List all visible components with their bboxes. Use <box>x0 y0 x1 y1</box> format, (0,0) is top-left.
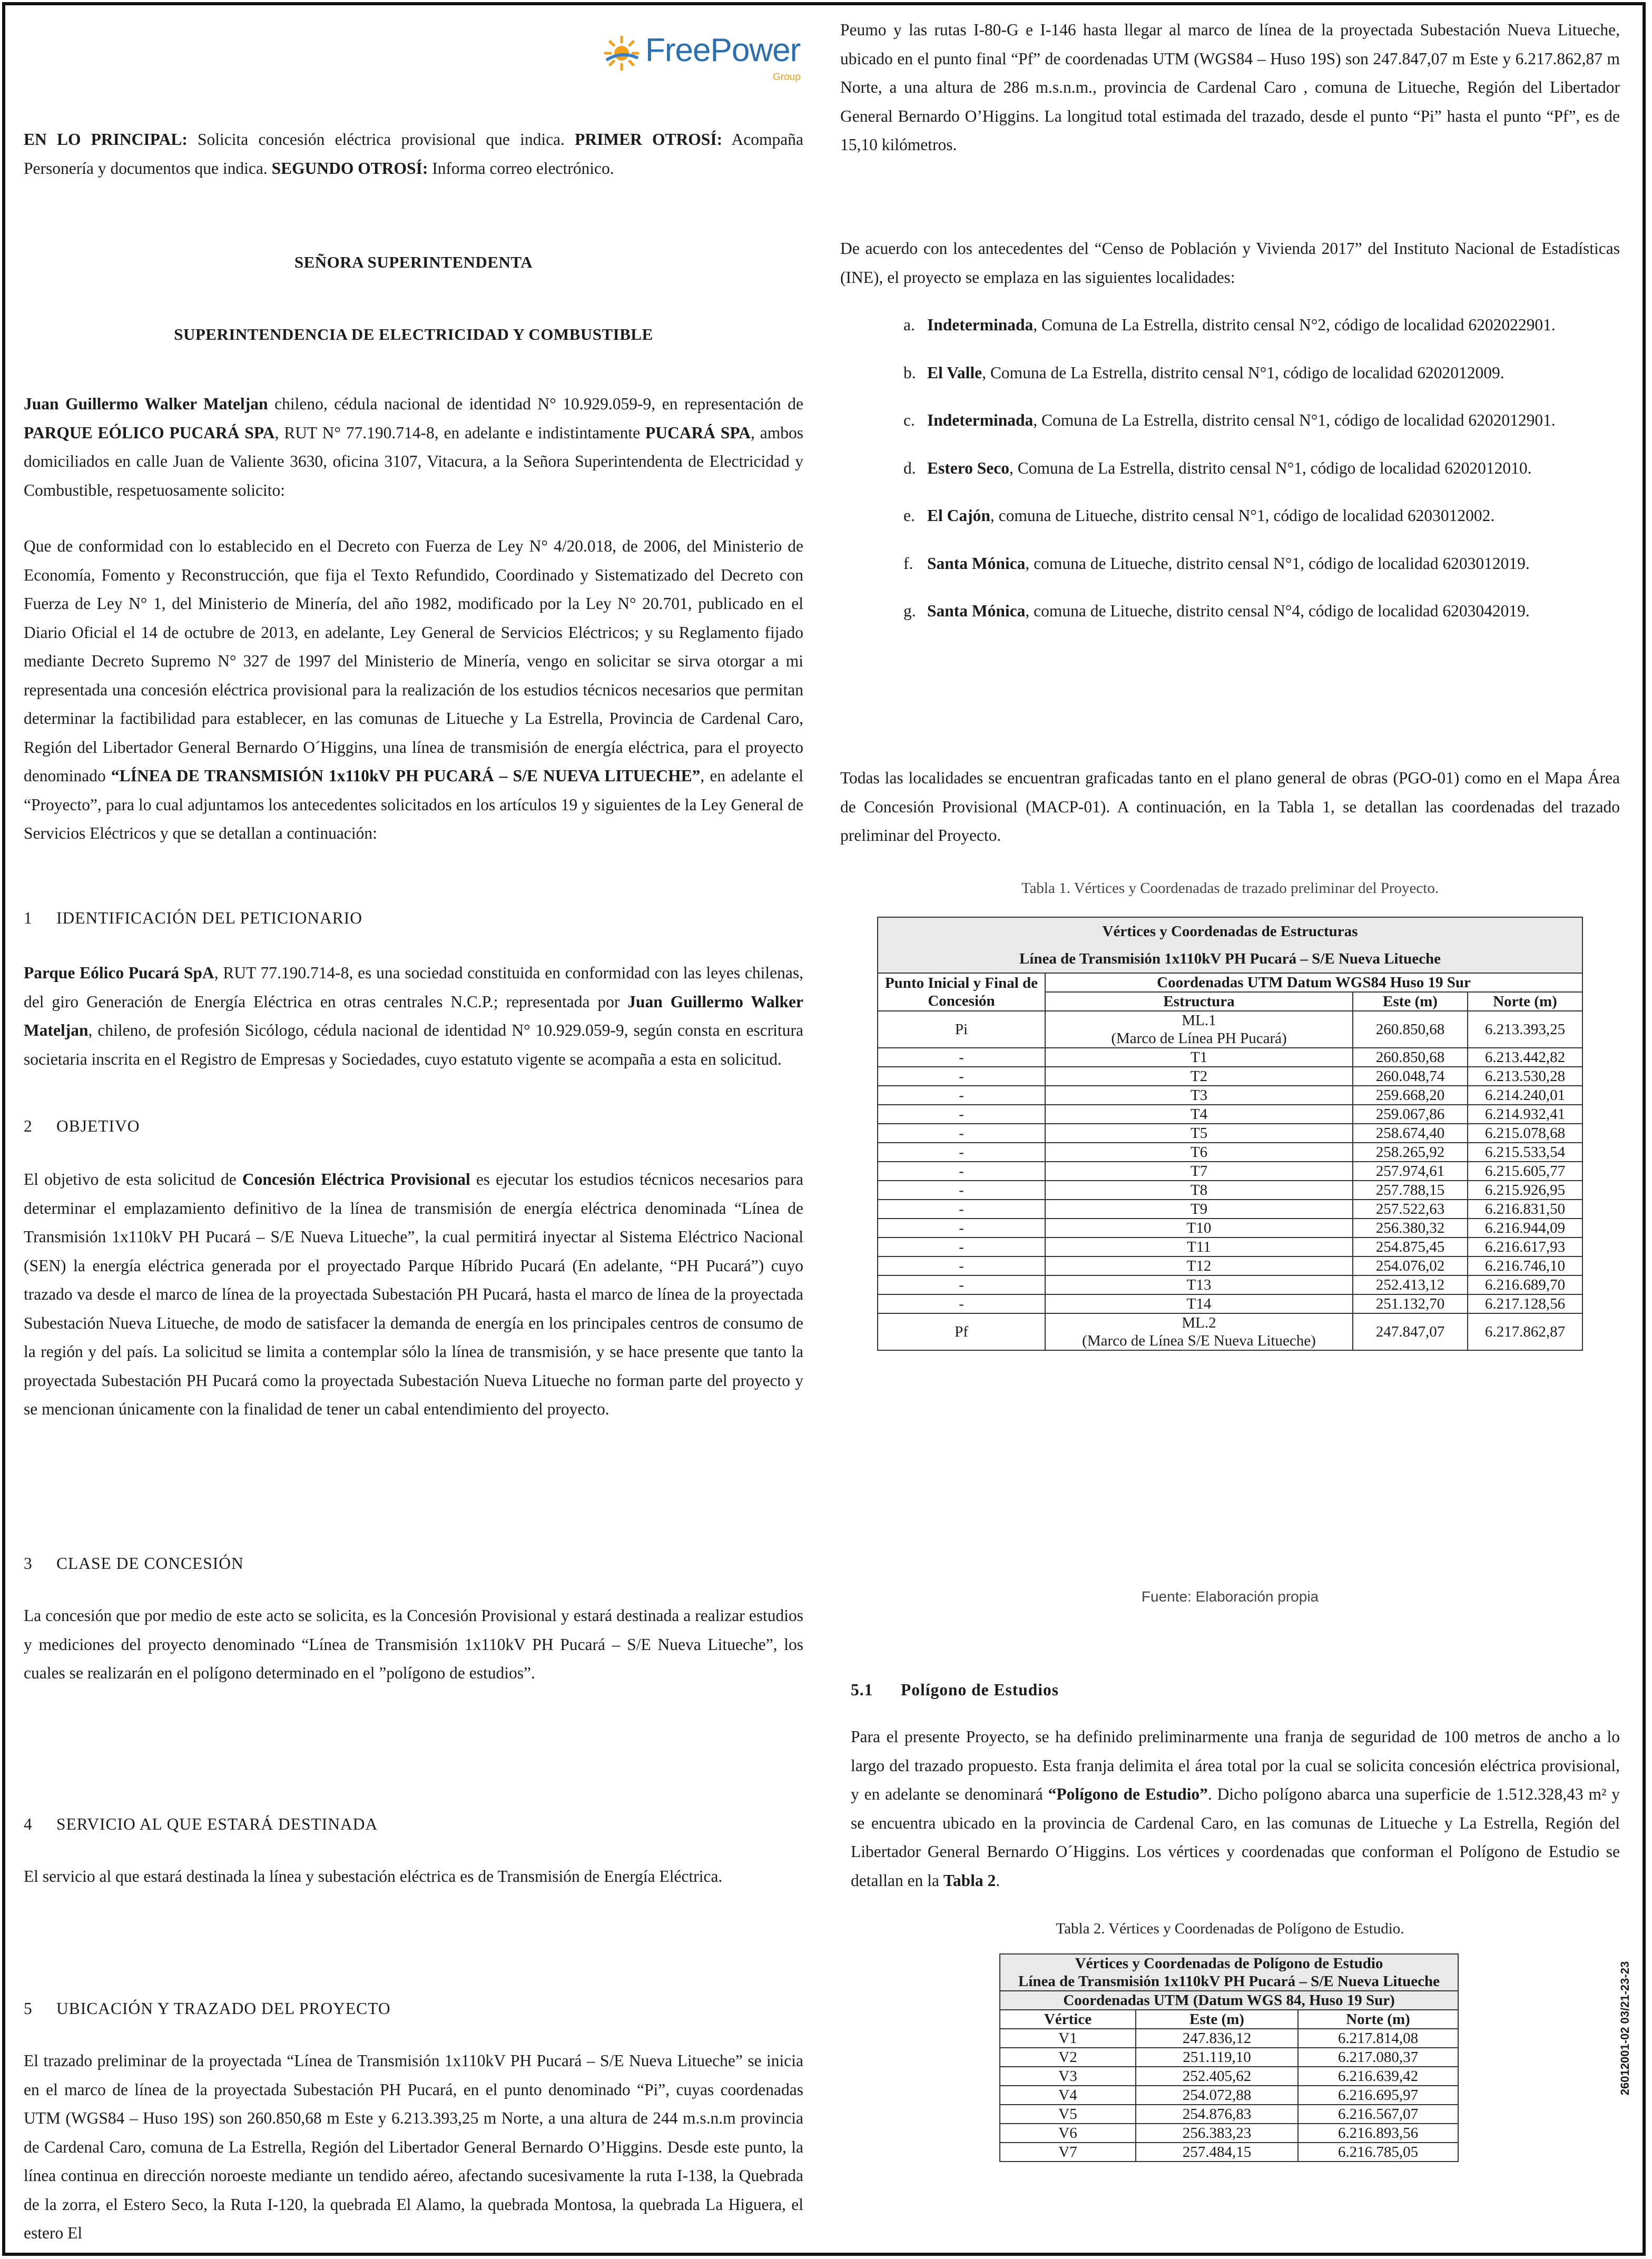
list-letter: a. <box>903 316 915 334</box>
cell-estructura <box>1045 1011 1353 1048</box>
table-row <box>878 1048 1582 1067</box>
cell-estructura: T14 <box>1045 1294 1353 1313</box>
table-1-body <box>878 1011 1582 1350</box>
section-2-heading <box>24 1117 140 1136</box>
cell-norte: 6.216.639,42 <box>1298 2067 1458 2086</box>
localidad-text: , Comuna de La Estrella, distrito censal N°2, código de localidad 6202022901. <box>1033 316 1556 334</box>
cell-este: 260.850,68 <box>1353 1048 1468 1067</box>
localidad-text: , Comuna de La Estrella, distrito censal N°1, código de localidad 6202012010. <box>1009 458 1532 477</box>
intro-text-segundo: Informa correo electrónico. <box>428 159 614 178</box>
table-2-caption: Tabla 2. Vértices y Coordenadas de Polígono de Estudio. <box>1056 1920 1404 1937</box>
section-4-heading <box>24 1815 378 1834</box>
cell-norte: 6.216.617,93 <box>1468 1237 1582 1256</box>
intro-label-primer: PRIMER OTROSÍ: <box>575 130 723 149</box>
cell-punto: - <box>878 1237 1045 1256</box>
logo-group: Group <box>773 72 801 83</box>
cell-este: 257.788,15 <box>1353 1181 1468 1200</box>
cell-este: 251.132,70 <box>1353 1294 1468 1313</box>
localidades-list <box>840 311 1620 626</box>
table-row <box>878 1143 1582 1162</box>
cell-norte: 6.216.893,56 <box>1298 2124 1458 2143</box>
cell-estructura: T5 <box>1045 1124 1353 1143</box>
stamp-text: 26012001-02 03/21-23-23 <box>1618 1961 1631 2096</box>
list-letter: f. <box>903 554 913 573</box>
table-1-title-2: Línea de Transmisión 1x110kV PH Pucará – S/E Nueva Litueche <box>1019 950 1441 967</box>
table-1-caption: Tabla 1. Vértices y Coordenadas de trazado preliminar del Proyecto. <box>1021 880 1439 897</box>
cell-punto: - <box>878 1105 1045 1124</box>
section-1-heading <box>24 909 362 928</box>
col-vertice: Vértice <box>1000 2010 1136 2029</box>
list-letter: b. <box>903 363 916 382</box>
col-norte-2: Norte (m) <box>1298 2010 1458 2029</box>
cell-este: 252.405,62 <box>1136 2067 1298 2086</box>
s2-text-b: es ejecutar los estudios técnicos necesarios para determinar el emplazamiento definitivo de la línea de transmisión de energía eléctrica denominada “Línea de Transmisión 1x110kV PH Pucará – S/E Nueva Litueche”, la cual permitirá inyectar al Sistema Eléctrico Nacional (SEN) la energía eléctrica generada por el proyectado Parque Híbrido Pucará (En adelante, “PH Pucará”) cuyo trazado va desde el marco de línea de la proyectada Subestación PH Pucará, hasta el marco de línea de la proyectada Subestación Nueva Litueche, de modo de satisfacer la demanda de energía en los principales centros de consumo de la región y del país. La solicitud se limita a contemplar sólo la línea de transmisión, y se hace presente que tanto la proyectada Subestación PH Pucará como la proyectada Subestación Nueva Litueche no forman parte del proyecto y se mencionan únicamente con la finalidad de tener un cabal entendimiento del proyecto. <box>24 1170 804 1418</box>
localidad-name: Estero Seco <box>927 458 1010 477</box>
cell-punto: - <box>878 1048 1045 1067</box>
cell-norte: 6.215.926,95 <box>1468 1181 1582 1200</box>
cell-punto: - <box>878 1200 1045 1219</box>
list-letter: d. <box>903 458 916 477</box>
cell-este: 252.413,12 <box>1353 1275 1468 1294</box>
cell-este: 247.847,07 <box>1353 1313 1468 1350</box>
section-2-body <box>24 1165 803 1424</box>
list-letter: g. <box>903 602 916 620</box>
cell-este: 260.048,74 <box>1353 1067 1468 1086</box>
table-row <box>1000 2105 1458 2124</box>
office-title: SUPERINTENDENCIA DE ELECTRICIDAD Y COMBUSTIBLE <box>174 325 653 343</box>
cell-norte: 6.216.695,97 <box>1298 2086 1458 2105</box>
table-2-title-2: Línea de Transmisión 1x110kV PH Pucará – S/E Nueva Litueche <box>1018 1973 1440 1990</box>
table-2-body <box>1000 2029 1458 2162</box>
cell-punto: - <box>878 1294 1045 1313</box>
cell-punto: - <box>878 1162 1045 1181</box>
cell-punto: - <box>878 1124 1045 1143</box>
structure-description: (Marco de Línea S/E Nueva Litueche) <box>1082 1332 1316 1349</box>
salutation: SEÑORA SUPERINTENDENTA <box>294 253 533 271</box>
cell-norte: 6.215.605,77 <box>1468 1162 1582 1181</box>
table-row <box>878 1275 1582 1294</box>
localidad-name: El Cajón <box>927 506 990 525</box>
section-1-title: IDENTIFICACIÓN DEL PETICIONARIO <box>56 909 363 927</box>
cell-vertice: V5 <box>1000 2105 1136 2124</box>
petitioner-text-c: , ambos domiciliados en calle Juan de Valiente 3630, oficina 3107, Vitacura, a la Señora Superintendenta de Electricidad y Combustible, respetuosamente solicito: <box>24 423 803 499</box>
table-row <box>878 1067 1582 1086</box>
cell-punto: - <box>878 1067 1045 1086</box>
table-row <box>878 1086 1582 1105</box>
cell-estructura: T4 <box>1045 1105 1353 1124</box>
cell-norte: 6.217.128,56 <box>1468 1294 1582 1313</box>
localidad-text: , Comuna de La Estrella, distrito censal N°1, código de localidad 6202012901. <box>1033 411 1556 429</box>
cell-vertice: V6 <box>1000 2124 1136 2143</box>
s51-text-c: . <box>996 1871 1000 1890</box>
intro-text-primer: Acompaña Personería y documentos que indica. <box>24 130 803 178</box>
localidad-name: El Valle <box>927 363 982 382</box>
cell-punto: - <box>878 1086 1045 1105</box>
intro-block <box>24 125 803 183</box>
section-3-number: 3 <box>24 1554 33 1573</box>
table-row <box>878 1162 1582 1181</box>
list-item <box>840 359 1620 388</box>
intro-label-segundo: SEGUNDO OTROSÍ: <box>271 159 428 178</box>
structure-code: ML.2 <box>1182 1314 1216 1331</box>
section-51-title: Polígono de Estudios <box>901 1681 1059 1699</box>
table-row <box>878 1200 1582 1219</box>
logo-brand: FreePower <box>645 32 801 68</box>
s51-bold: “Polígono de Estudio” <box>1048 1785 1208 1803</box>
censo-paragraph: De acuerdo con los antecedentes del “Censo de Población y Vivienda 2017” del Instituto Nacional de Estadísticas (INE), el proyecto se emplaza en las siguientes localidades: <box>840 239 1620 287</box>
section-1-body <box>24 959 803 1074</box>
cell-norte: 6.214.240,01 <box>1468 1086 1582 1105</box>
company-name: PARQUE EÓLICO PUCARÁ SPA <box>24 423 275 442</box>
table-1-source: Fuente: Elaboración propia <box>1141 1588 1319 1605</box>
cell-estructura: T1 <box>1045 1048 1353 1067</box>
cell-vertice: V1 <box>1000 2029 1136 2048</box>
cell-norte: 6.216.785,05 <box>1298 2143 1458 2162</box>
cell-norte: 6.213.393,25 <box>1468 1011 1582 1048</box>
list-item <box>840 549 1620 578</box>
section-51-number: 5.1 <box>851 1681 873 1699</box>
sun-logo-icon <box>603 35 640 72</box>
cell-norte: 6.216.831,50 <box>1468 1200 1582 1219</box>
cell-este: 257.974,61 <box>1353 1162 1468 1181</box>
cell-este: 258.674,40 <box>1353 1124 1468 1143</box>
table-2-title <box>1000 1954 1458 1991</box>
s2-text-a: El objetivo de esta solicitud de <box>24 1170 242 1189</box>
cell-estructura: T11 <box>1045 1237 1353 1256</box>
table-row <box>1000 2048 1458 2067</box>
localidad-text: , comuna de Litueche, distrito censal N°1, código de localidad 6203012019. <box>1025 554 1530 573</box>
cell-este: 254.875,45 <box>1353 1237 1468 1256</box>
cell-este: 256.380,32 <box>1353 1219 1468 1237</box>
section-5-heading <box>24 1999 391 2018</box>
cell-punto: - <box>878 1275 1045 1294</box>
localidad-name: Santa Mónica <box>927 602 1026 620</box>
cell-este: 254.076,02 <box>1353 1256 1468 1275</box>
cell-estructura: T6 <box>1045 1143 1353 1162</box>
cell-norte: 6.215.533,54 <box>1468 1143 1582 1162</box>
table-row <box>878 1219 1582 1237</box>
cell-estructura: T8 <box>1045 1181 1353 1200</box>
localidad-text: , comuna de Litueche, distrito censal N°1, código de localidad 6203012002. <box>990 506 1495 525</box>
cell-este: 259.067,86 <box>1353 1105 1468 1124</box>
list-letter: c. <box>903 411 915 429</box>
table-row <box>878 1294 1582 1313</box>
cell-punto: Pi <box>878 1011 1045 1048</box>
project-name: “LÍNEA DE TRANSMISIÓN 1x110kV PH PUCARÁ – S/E NUEVA LITUECHE” <box>111 767 701 785</box>
table-2 <box>999 1953 1459 2162</box>
intro-label-principal: EN LO PRINCIPAL: <box>24 130 188 149</box>
section-3-body: La concesión que por medio de este acto se solicita, es la Concesión Provisional y estará destinada a realizar estudios y mediciones del proyecto denominado “Línea de Transmisión 1x110kV PH Pucará – S/E Nueva Litueche”, los cuales se realizarán en el polígono determinado en el ”polígono de estudios”. <box>24 1606 803 1682</box>
petitioner-text-a: chileno, cédula nacional de identidad N° 10.929.059-9, en representación de <box>268 395 803 413</box>
legal-text-b: , en adelante el “Proyecto”, para lo cual adjuntamos los antecedentes solicitados en los artículos 19 y siguientes de la Ley General de Servicios Eléctricos y que se detallan a continuación: <box>24 767 803 842</box>
list-item <box>840 406 1620 435</box>
intro-text-principal: Solicita concesión eléctrica provisional que indica. <box>187 130 575 149</box>
cell-vertice: V2 <box>1000 2048 1136 2067</box>
table-row <box>878 1011 1582 1048</box>
cell-norte: 6.216.944,09 <box>1468 1219 1582 1237</box>
s51-text-b: . Dicho polígono abarca una superficie de 1.512.328,43 m² y se encuentra ubicado en la provincia de Cardenal Caro, en las comunas de Litueche y La Estrella, Región del Libertador General Bernardo O´Higgins. Los vértices y coordenadas que conforman el Polígono de Estudio se detallan en la <box>851 1785 1620 1890</box>
cell-vertice: V7 <box>1000 2143 1136 2162</box>
col-coord: Coordenadas UTM Datum WGS84 Huso 19 Sur <box>1045 973 1582 992</box>
petitioner-name: Juan Guillermo Walker Mateljan <box>24 395 268 413</box>
cell-este: 259.668,20 <box>1353 1086 1468 1105</box>
table-2-subtitle: Coordenadas UTM (Datum WGS 84, Huso 19 Sur) <box>1000 1991 1458 2010</box>
section-5-title: UBICACIÓN Y TRAZADO DEL PROYECTO <box>56 1999 391 2018</box>
cell-punto: - <box>878 1219 1045 1237</box>
cell-norte: 6.217.814,08 <box>1298 2029 1458 2048</box>
route-continuation: Peumo y las rutas I-80-G e I-146 hasta llegar al marco de línea de la proyectada Subestación Nueva Litueche, ubicado en el punto final “Pf” de coordenadas UTM (WGS84 – Huso 19S) son 247.847,07 m Este y 6.217.862,87 m Norte, a una altura de 286 m.s.n.m., provincia de Cardenal Caro , comuna de Litueche, Región del Libertador General Bernardo O’Higgins. La longitud total estimada del trazado, desde el punto “Pi” hasta el punto “Pf”, es de 15,10 kilómetros. <box>840 21 1620 154</box>
table-1-title-1: Vértices y Coordenadas de Estructuras <box>1102 923 1358 940</box>
cell-estructura <box>1045 1313 1353 1350</box>
list-item <box>840 454 1620 483</box>
section-4-body: El servicio al que estará destinada la línea y subestación eléctrica es de Transmisión de Energía Eléctrica. <box>24 1867 723 1885</box>
localidad-name: Indeterminada <box>927 411 1034 429</box>
s2-bold: Concesión Eléctrica Provisional <box>242 1170 470 1189</box>
table-row <box>878 1181 1582 1200</box>
s1-text-b: , chileno, de profesión Sicólogo, cédula nacional de identidad N° 10.929.059-9, según consta en escritura societaria inscrita en el Registro de Empresas y Sociedades, cuyo estatuto vigente se acompaña a esta en solicitud. <box>24 1021 803 1068</box>
structure-code: ML.1 <box>1182 1012 1216 1029</box>
table-2-title-1: Vértices y Coordenadas de Polígono de Estudio <box>1075 1955 1383 1972</box>
cell-este: 260.850,68 <box>1353 1011 1468 1048</box>
section-51-heading <box>851 1681 1059 1700</box>
col-norte: Norte (m) <box>1468 992 1582 1011</box>
list-item <box>840 311 1620 340</box>
s51-bold-2: Tabla 2 <box>943 1871 996 1890</box>
legal-text-a: Que de conformidad con lo establecido en el Decreto con Fuerza de Ley N° 4/20.018, de 2006, del Ministerio de Economía, Fomento y Reconstrucción, que fija el Texto Refundido, Coordinado y Sistematizado del Decreto con Fuerza de Ley N° 1, del Ministerio de Minería, del año 1982, modificado por la Ley N° 20.701, publicado en el Diario Oficial el 14 de octubre de 2013, en adelante, Ley General de Servicios Eléctricos; y su Reglamento fijado mediante Decreto Supremo N° 327 de 1997 del Ministerio de Minería, vengo en solicitar se sirva otorgar a mi representada una concesión eléctrica provisional para la realización de los estudios técnicos necesarios que permitan determinar la factibilidad para establecer, en las comunas de Litueche y La Estrella, Provincia de Cardenal Caro, Región del Libertador General Bernardo O´Higgins, una línea de transmisión de energía eléctrica, para el proyecto denominado <box>24 537 803 785</box>
petitioner-text-b: , RUT N° 77.190.714-8, en adelante e indistintamente <box>274 423 645 442</box>
cell-estructura: T12 <box>1045 1256 1353 1275</box>
todas-paragraph: Todas las localidades se encuentran graficadas tanto en el plano general de obras (PGO-01) como en el Mapa Área de Concesión Provisional (MACP-01). A continuación, en la Tabla 1, se detallan las coordenadas del trazado preliminar del Proyecto. <box>840 769 1620 844</box>
s1-company: Parque Eólico Pucará SpA <box>24 964 214 982</box>
table-row <box>878 1105 1582 1124</box>
cell-norte: 6.213.530,28 <box>1468 1067 1582 1086</box>
table-row <box>878 1256 1582 1275</box>
cell-este: 257.522,63 <box>1353 1200 1468 1219</box>
table-row <box>1000 2086 1458 2105</box>
col-este: Este (m) <box>1353 992 1468 1011</box>
section-4-title: SERVICIO AL QUE ESTARÁ DESTINADA <box>56 1815 378 1833</box>
list-item <box>840 502 1620 531</box>
document-stamp <box>1618 1949 1639 2107</box>
section-5-number: 5 <box>24 1999 33 2018</box>
cell-este: 258.265,92 <box>1353 1143 1468 1162</box>
cell-punto: - <box>878 1143 1045 1162</box>
table-1 <box>877 917 1583 1351</box>
cell-estructura: T13 <box>1045 1275 1353 1294</box>
s51-text-a: Para el presente Proyecto, se ha definido preliminarmente una franja de seguridad de 100 metros de ancho a lo largo del trazado propuesto. Esta franja delimita el área total por la cual se solicita concesión eléctrica provisional, y en adelante se denominará <box>851 1727 1620 1803</box>
localidad-name: Santa Mónica <box>927 554 1026 573</box>
cell-punto: Pf <box>878 1313 1045 1350</box>
table-row <box>1000 2143 1458 2162</box>
section-5-body: El trazado preliminar de la proyectada “Línea de Transmisión 1x110kV PH Pucará – S/E Nueva Litueche” se inicia en el marco de línea de la proyectada Subestación PH Pucará, en el punto denominado “Pi”, cuyas coordenadas UTM (WGS84 – Huso 19S) son 260.850,68 m Este y 6.213.393,25 m Norte, a una altura de 244 m.s.n.m provincia de Cardenal Caro, comuna de La Estrella, Región del Libertador General Bernardo O’Higgins. Desde este punto, la línea continua en dirección noroeste mediante un tendido aéreo, afectando sucesivamente la ruta I-138, la Quebrada de la zorra, el Estero Seco, la Ruta I-120, la quebrada El Alamo, la quebrada Montosa, la quebrada La Higuera, el estero El <box>24 2051 803 2242</box>
cell-este: 251.119,10 <box>1136 2048 1298 2067</box>
cell-norte: 6.213.442,82 <box>1468 1048 1582 1067</box>
cell-norte: 6.217.080,37 <box>1298 2048 1458 2067</box>
cell-norte: 6.216.746,10 <box>1468 1256 1582 1275</box>
cell-este: 257.484,15 <box>1136 2143 1298 2162</box>
table-row <box>878 1237 1582 1256</box>
table-row <box>878 1124 1582 1143</box>
table-row <box>878 1313 1582 1350</box>
cell-norte: 6.214.932,41 <box>1468 1105 1582 1124</box>
cell-estructura: T10 <box>1045 1219 1353 1237</box>
localidad-name: Indeterminada <box>927 316 1034 334</box>
col-este-2: Este (m) <box>1136 2010 1298 2029</box>
cell-norte: 6.217.862,87 <box>1468 1313 1582 1350</box>
section-1-number: 1 <box>24 909 33 927</box>
cell-norte: 6.215.078,68 <box>1468 1124 1582 1143</box>
table-row <box>1000 2029 1458 2048</box>
localidad-text: , comuna de Litueche, distrito censal N°4, código de localidad 6203042019. <box>1025 602 1530 620</box>
section-51-body <box>851 1723 1620 1895</box>
localidad-text: , Comuna de La Estrella, distrito censal N°1, código de localidad 6202012009. <box>982 363 1504 382</box>
cell-estructura: T3 <box>1045 1086 1353 1105</box>
freepower-logo <box>603 25 801 83</box>
table-1-title <box>878 917 1582 973</box>
list-item <box>840 597 1620 626</box>
cell-estructura: T7 <box>1045 1162 1353 1181</box>
col-estructura: Estructura <box>1045 992 1353 1011</box>
cell-punto: - <box>878 1256 1045 1275</box>
cell-punto: - <box>878 1181 1045 1200</box>
cell-este: 247.836,12 <box>1136 2029 1298 2048</box>
cell-norte: 6.216.567,07 <box>1298 2105 1458 2124</box>
company-short-name: PUCARÁ SPA <box>645 423 751 442</box>
s1-text-a: , RUT 77.190.714-8, es una sociedad constituida en conformidad con las leyes chilenas, del giro Generación de Energía Eléctrica en otras centrales N.C.P.; representada por <box>24 964 803 1011</box>
cell-norte: 6.216.689,70 <box>1468 1275 1582 1294</box>
list-letter: e. <box>903 506 915 525</box>
section-3-heading <box>24 1554 244 1573</box>
cell-estructura: T9 <box>1045 1200 1353 1219</box>
structure-description: (Marco de Línea PH Pucará) <box>1111 1030 1287 1047</box>
cell-vertice: V3 <box>1000 2067 1136 2086</box>
s1-representative: Juan Guillermo Walker Mateljan <box>24 992 803 1039</box>
col-punto: Punto Inicial y Final de Concesión <box>878 973 1045 1011</box>
section-3-title: CLASE DE CONCESIÓN <box>56 1554 244 1573</box>
section-2-number: 2 <box>24 1117 33 1135</box>
cell-este: 254.072,88 <box>1136 2086 1298 2105</box>
table-row <box>1000 2067 1458 2086</box>
paragraph-legal-basis <box>24 532 803 848</box>
section-4-number: 4 <box>24 1815 33 1833</box>
cell-este: 256.383,23 <box>1136 2124 1298 2143</box>
paragraph-petitioner <box>24 390 803 505</box>
cell-vertice: V4 <box>1000 2086 1136 2105</box>
section-2-title: OBJETIVO <box>56 1117 140 1135</box>
cell-este: 254.876,83 <box>1136 2105 1298 2124</box>
table-row <box>1000 2124 1458 2143</box>
cell-estructura: T2 <box>1045 1067 1353 1086</box>
